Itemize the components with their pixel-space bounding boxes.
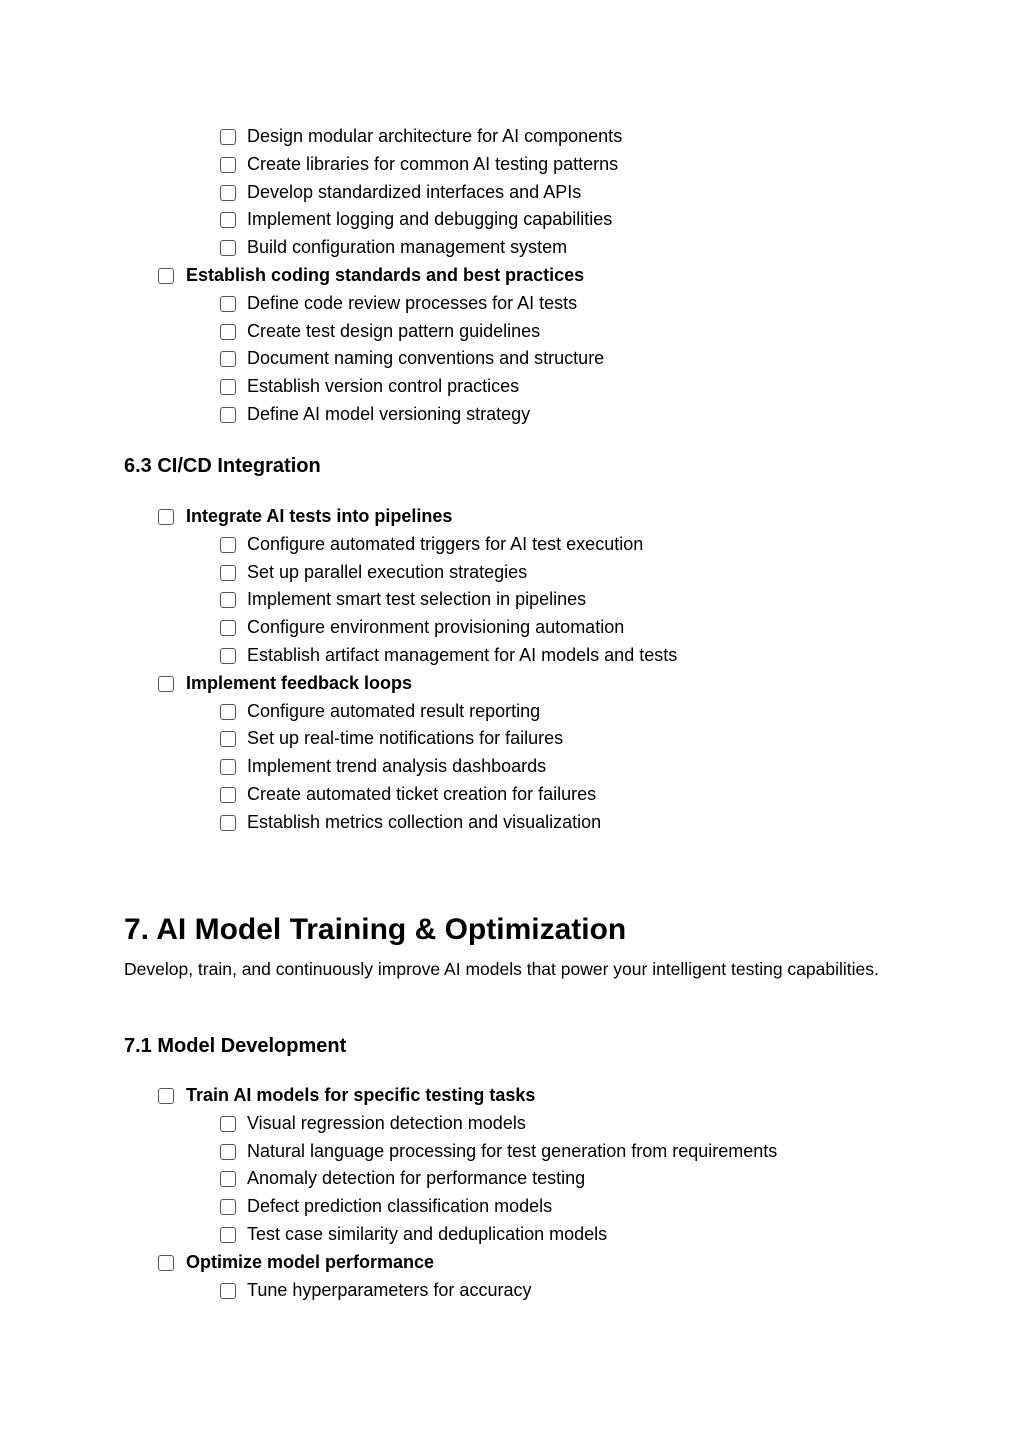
checklist-item-label: Implement logging and debugging capabilities (247, 209, 613, 230)
checklist-subtask (0, 401, 1024, 429)
checklist-subtask (0, 559, 1024, 587)
checklist-architecture (0, 123, 1024, 429)
checkbox-unchecked-icon[interactable] (220, 351, 236, 367)
checkbox-unchecked-icon[interactable] (220, 620, 236, 636)
checklist-item-label: Define code review processes for AI tests (247, 292, 578, 313)
checklist-item-label: Train AI models for specific testing tasks (186, 1085, 536, 1105)
checklist-task (0, 1082, 1024, 1110)
checklist-subtask (0, 206, 1024, 234)
checklist-item-label: Natural language processing for test generation from requirements (247, 1140, 778, 1161)
checklist-task (0, 503, 1024, 531)
checkbox-unchecked-icon[interactable] (220, 648, 236, 664)
checkbox-unchecked-icon[interactable] (220, 565, 236, 581)
checklist-subtask (0, 345, 1024, 373)
checklist-task (0, 670, 1024, 698)
checklist-task (0, 262, 1024, 290)
checkbox-unchecked-icon[interactable] (158, 676, 174, 692)
checklist-subtask (0, 614, 1024, 642)
checklist-subtask (0, 1138, 1024, 1166)
checkbox-unchecked-icon[interactable] (158, 1255, 174, 1271)
checkbox-unchecked-icon[interactable] (220, 787, 236, 803)
checklist-subtask (0, 151, 1024, 179)
checkbox-unchecked-icon[interactable] (220, 407, 236, 423)
checklist-item-label: Define AI model versioning strategy (247, 403, 531, 424)
checkbox-unchecked-icon[interactable] (220, 296, 236, 312)
checklist-subtask (0, 179, 1024, 207)
checkbox-unchecked-icon[interactable] (220, 379, 236, 395)
checklist-item-label: Set up real-time notifications for failures (247, 728, 564, 749)
checklist-item-label: Implement smart test selection in pipelines (247, 589, 587, 610)
checklist-item-label: Design modular architecture for AI components (247, 126, 623, 146)
checkbox-unchecked-icon[interactable] (220, 1227, 236, 1243)
checklist-subtask (0, 1193, 1024, 1221)
checkbox-unchecked-icon[interactable] (158, 268, 174, 284)
checkbox-unchecked-icon[interactable] (220, 759, 236, 775)
checklist-item-label: Test case similarity and deduplication models (247, 1223, 608, 1244)
checklist-item-label: Configure automated triggers for AI test execution (247, 533, 644, 554)
checklist-subtask (0, 290, 1024, 318)
checklist-subtask (0, 781, 1024, 809)
checklist-item-label: Implement trend analysis dashboards (247, 756, 547, 777)
checklist-subtask (0, 698, 1024, 726)
checklist-item-label: Configure automated result reporting (247, 700, 541, 721)
checklist-item-label: Create automated ticket creation for failures (247, 783, 597, 804)
checkbox-unchecked-icon[interactable] (220, 592, 236, 608)
checklist-subtask (0, 1221, 1024, 1249)
checkbox-unchecked-icon[interactable] (220, 815, 236, 831)
checklist-item-label: Tune hyperparameters for accuracy (247, 1279, 532, 1300)
checklist-task (0, 1249, 1024, 1277)
checklist-item-label: Implement feedback loops (186, 672, 413, 693)
checklist-subtask (0, 1277, 1024, 1305)
checkbox-unchecked-icon[interactable] (220, 129, 236, 145)
section-7-intro: Develop, train, and continuously improve AI models that power your intelligent testing capabilities. (124, 959, 879, 979)
checklist-item-label: Configure environment provisioning automation (247, 617, 625, 638)
checkbox-unchecked-icon[interactable] (220, 1283, 236, 1299)
checklist-ci-cd (0, 503, 1024, 837)
checkbox-unchecked-icon[interactable] (158, 509, 174, 525)
checklist-item-label: Integrate AI tests into pipelines (186, 506, 453, 526)
checklist-item-label: Develop standardized interfaces and APIs (247, 181, 582, 202)
checklist-item-label: Establish artifact management for AI models and tests (247, 644, 678, 665)
checklist-item-label: Defect prediction classification models (247, 1196, 553, 1217)
checklist-item-label: Anomaly detection for performance testing (247, 1168, 586, 1189)
checkbox-unchecked-icon[interactable] (220, 1199, 236, 1215)
checklist-subtask (0, 753, 1024, 781)
checkbox-unchecked-icon[interactable] (220, 704, 236, 720)
checklist-model-development (0, 1082, 1024, 1304)
checklist-item-label: Visual regression detection models (247, 1112, 526, 1133)
checklist-subtask (0, 809, 1024, 837)
checklist-subtask (0, 1110, 1024, 1138)
checklist-subtask (0, 373, 1024, 401)
checklist-item-label: Set up parallel execution strategies (247, 561, 528, 582)
checklist-subtask (0, 234, 1024, 262)
checklist-subtask (0, 318, 1024, 346)
checklist-subtask (0, 1165, 1024, 1193)
checklist-item-label: Build configuration management system (247, 237, 568, 258)
checkbox-unchecked-icon[interactable] (220, 731, 236, 747)
checkbox-unchecked-icon[interactable] (220, 1144, 236, 1160)
checkbox-unchecked-icon[interactable] (220, 324, 236, 340)
checklist-subtask (0, 586, 1024, 614)
checklist-subtask (0, 123, 1024, 151)
checkbox-unchecked-icon[interactable] (158, 1088, 174, 1104)
checklist-item-label: Document naming conventions and structure (247, 348, 605, 369)
section-heading-7-1: 7.1 Model Development (124, 1035, 347, 1057)
checklist-item-label: Create test design pattern guidelines (247, 320, 541, 341)
section-heading-7: 7. AI Model Training & Optimization (124, 913, 627, 946)
checkbox-unchecked-icon[interactable] (220, 212, 236, 228)
checkbox-unchecked-icon[interactable] (220, 185, 236, 201)
section-heading-6-3: 6.3 CI/CD Integration (124, 455, 321, 477)
checklist-item-label: Create libraries for common AI testing patterns (247, 153, 619, 174)
checklist-item-label: Optimize model performance (186, 1251, 435, 1272)
checkbox-unchecked-icon[interactable] (220, 537, 236, 553)
checkbox-unchecked-icon[interactable] (220, 157, 236, 173)
checklist-subtask (0, 725, 1024, 753)
checkbox-unchecked-icon[interactable] (220, 1171, 236, 1187)
checklist-item-label: Establish coding standards and best practices (186, 264, 585, 285)
checkbox-unchecked-icon[interactable] (220, 240, 236, 256)
checklist-subtask (0, 642, 1024, 670)
checkbox-unchecked-icon[interactable] (220, 1116, 236, 1132)
checklist-subtask (0, 531, 1024, 559)
checklist-item-label: Establish metrics collection and visualization (247, 811, 602, 832)
checklist-item-label: Establish version control practices (247, 376, 520, 397)
